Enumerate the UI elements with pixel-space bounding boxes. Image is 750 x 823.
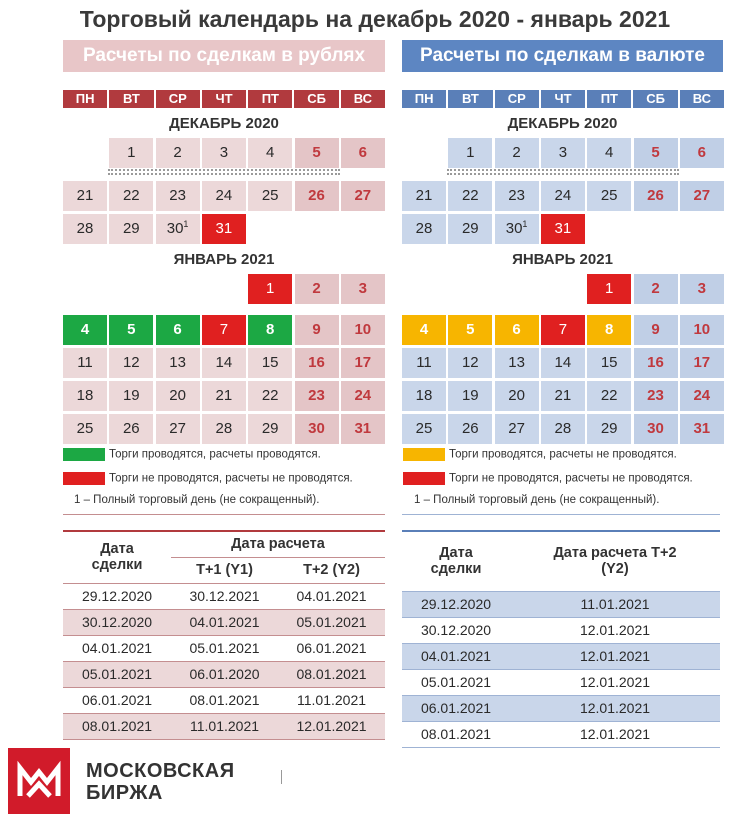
calendar-day: 8 xyxy=(587,315,631,345)
fx-banner: Расчеты по сделкам в валюте xyxy=(402,40,723,72)
table-cell: 30.12.2020 xyxy=(63,609,171,635)
calendar-day: 2 xyxy=(634,274,678,304)
calendar-day: 28 xyxy=(402,214,446,244)
page-title: Торговый календарь на декабрь 2020 - январь 2021 xyxy=(79,6,671,32)
fx-december-title: ДЕКАБРЬ 2020 xyxy=(507,115,618,132)
calendar-day: 19 xyxy=(109,381,153,411)
table-row xyxy=(402,591,720,617)
table-cell: 05.01.2021 xyxy=(63,661,171,687)
legend-text: Торги не проводятся, расчеты не проводятся. xyxy=(449,472,693,485)
table-cell: 11.01.2021 xyxy=(171,713,278,739)
divider xyxy=(281,770,282,784)
weekday-wed: СР xyxy=(156,90,200,108)
weekday-fri: ПТ xyxy=(587,90,631,108)
calendar-day: 28 xyxy=(202,414,246,444)
table-cell: 04.01.2021 xyxy=(171,609,278,635)
calendar-day: 4 xyxy=(402,315,446,345)
footnote-mark: 1 xyxy=(522,219,528,229)
fx-legend-red xyxy=(403,472,693,485)
table-cell: 05.01.2021 xyxy=(402,669,510,695)
calendar-day: 28 xyxy=(63,214,107,244)
weekday-mon: ПН xyxy=(63,90,107,108)
calendar-day: 26 xyxy=(448,414,492,444)
calendar-day: 12 xyxy=(109,348,153,378)
calendar-day: 29 xyxy=(448,214,492,244)
calendar-day: 2 xyxy=(295,274,339,304)
moex-logo-icon xyxy=(8,748,70,814)
calendar-day: 14 xyxy=(541,348,585,378)
table-row xyxy=(402,669,720,695)
table-cell: 05.01.2021 xyxy=(278,609,385,635)
table-row xyxy=(63,609,385,635)
fx-weekday-header xyxy=(402,90,724,108)
weekday-fri: ПТ xyxy=(248,90,292,108)
red-swatch xyxy=(403,472,445,485)
calendar-day: 6 xyxy=(680,138,724,168)
calendar-day: 5 xyxy=(634,138,678,168)
weekday-thu: ЧТ xyxy=(202,90,246,108)
calendar-day: 30 xyxy=(295,414,339,444)
calendar-day: 5 xyxy=(295,138,339,168)
calendar-day: 21 xyxy=(402,181,446,211)
calendar-day: 25 xyxy=(63,414,107,444)
calendar-day: 4 xyxy=(587,138,631,168)
weekday-tue: ВТ xyxy=(448,90,492,108)
calendar-day: 22 xyxy=(448,181,492,211)
calendar-day: 4 xyxy=(63,315,107,345)
calendar-day: 6 xyxy=(341,138,385,168)
calendar-day: 1 xyxy=(587,274,631,304)
col-deal-date: Дата сделки xyxy=(63,531,171,583)
calendar-day: 19 xyxy=(448,381,492,411)
table-cell: 12.01.2021 xyxy=(510,669,720,695)
weekday-wed: СР xyxy=(495,90,539,108)
calendar-day: 20 xyxy=(156,381,200,411)
weekday-thu: ЧТ xyxy=(541,90,585,108)
calendar-day: 27 xyxy=(341,181,385,211)
calendar-day: 5 xyxy=(448,315,492,345)
col-settle-date: Дата расчета xyxy=(171,531,385,557)
table-cell: 05.01.2021 xyxy=(171,635,278,661)
table-cell: 12.01.2021 xyxy=(510,695,720,721)
calendar-day: 3 xyxy=(680,274,724,304)
table-cell: 08.01.2021 xyxy=(278,661,385,687)
calendar-day: 9 xyxy=(295,315,339,345)
table-row xyxy=(402,643,720,669)
table-cell: 11.01.2021 xyxy=(510,591,720,617)
calendar-day: 23 xyxy=(156,181,200,211)
table-row xyxy=(402,721,720,747)
calendar-day: $30^1$ xyxy=(156,214,200,244)
table-cell: 29.12.2020 xyxy=(63,583,171,609)
calendar-day: 31 xyxy=(680,414,724,444)
calendar-day: 24 xyxy=(680,381,724,411)
calendar-day: 29 xyxy=(248,414,292,444)
calendar-day: 24 xyxy=(541,181,585,211)
calendar-day: 27 xyxy=(495,414,539,444)
rub-legend-green xyxy=(63,448,321,461)
calendar-day: 5 xyxy=(109,315,153,345)
col-t2: T+2 (Y2) xyxy=(278,557,385,583)
table-cell: 30.12.2020 xyxy=(402,617,510,643)
rub-weekday-header xyxy=(63,90,385,108)
rub-settlement-table xyxy=(63,530,385,740)
weekday-sat: СБ xyxy=(294,90,338,108)
weekday-sat: СБ xyxy=(633,90,677,108)
calendar-day: 27 xyxy=(156,414,200,444)
table-cell: 06.01.2021 xyxy=(63,687,171,713)
rub-banner: Расчеты по сделкам в рублях xyxy=(63,40,385,72)
calendar-day: 17 xyxy=(680,348,724,378)
week-gap-separator xyxy=(108,169,340,175)
fx-settlement-table xyxy=(402,530,720,748)
calendar-day: 21 xyxy=(202,381,246,411)
rub-legend-red xyxy=(63,472,353,485)
table-row xyxy=(63,583,385,609)
table-cell: 08.01.2021 xyxy=(63,713,171,739)
table-row xyxy=(63,713,385,739)
rub-january-title: ЯНВАРЬ 2021 xyxy=(173,251,275,268)
calendar-day: 2 xyxy=(495,138,539,168)
calendar-day: 15 xyxy=(587,348,631,378)
table-cell: 06.01.2021 xyxy=(278,635,385,661)
calendar-day: 2 xyxy=(156,138,200,168)
week-gap-separator xyxy=(447,169,679,175)
table-cell: 12.01.2021 xyxy=(278,713,385,739)
table-cell: 12.01.2021 xyxy=(510,721,720,747)
table-cell: 12.01.2021 xyxy=(510,617,720,643)
calendar-day: 25 xyxy=(402,414,446,444)
gold-swatch xyxy=(403,448,445,461)
table-cell: 06.01.2021 xyxy=(402,695,510,721)
table-cell: 11.01.2021 xyxy=(278,687,385,713)
weekday-tue: ВТ xyxy=(109,90,153,108)
calendar-day: 12 xyxy=(448,348,492,378)
calendar-day: 3 xyxy=(341,274,385,304)
calendar-day: $30^1$ xyxy=(495,214,539,244)
table-row xyxy=(63,661,385,687)
calendar-day: 22 xyxy=(587,381,631,411)
col-settle-date: Дата расчета T+2 (Y2) xyxy=(510,531,720,591)
calendar-day: 1 xyxy=(448,138,492,168)
calendar-day: 7 xyxy=(202,315,246,345)
calendar-day: 16 xyxy=(295,348,339,378)
calendar-day: 6 xyxy=(495,315,539,345)
table-cell: 29.12.2020 xyxy=(402,591,510,617)
calendar-day: 24 xyxy=(341,381,385,411)
calendar-day: 26 xyxy=(634,181,678,211)
green-swatch xyxy=(63,448,105,461)
calendar-day: 25 xyxy=(587,181,631,211)
table-row xyxy=(63,687,385,713)
calendar-day: 1 xyxy=(109,138,153,168)
calendar-day: 31 xyxy=(341,414,385,444)
calendar-day: 13 xyxy=(495,348,539,378)
calendar-day: 18 xyxy=(63,381,107,411)
fx-legend-gold xyxy=(403,448,677,461)
rub-settlement-panel xyxy=(63,40,385,450)
table-cell: 12.01.2021 xyxy=(510,643,720,669)
table-cell: 04.01.2021 xyxy=(402,643,510,669)
fx-settlement-panel xyxy=(402,40,723,450)
weekday-mon: ПН xyxy=(402,90,446,108)
table-row xyxy=(63,635,385,661)
calendar-day: 9 xyxy=(634,315,678,345)
calendar-day: 26 xyxy=(295,181,339,211)
moex-logo-text: МОСКОВСКАЯ БИРЖА xyxy=(86,760,235,804)
calendar-day: 21 xyxy=(63,181,107,211)
weekday-sun: ВС xyxy=(341,90,385,108)
calendar-day: 13 xyxy=(156,348,200,378)
calendar-day: 22 xyxy=(109,181,153,211)
legend-text: Торги проводятся, расчеты проводятся. xyxy=(109,448,321,461)
calendar-day: 22 xyxy=(248,381,292,411)
calendar-day: 1 xyxy=(248,274,292,304)
calendar-day: 11 xyxy=(63,348,107,378)
fx-january-title: ЯНВАРЬ 2021 xyxy=(512,251,613,268)
table-cell: 08.01.2021 xyxy=(171,687,278,713)
calendar-day: 23 xyxy=(634,381,678,411)
calendar-day: 3 xyxy=(541,138,585,168)
table-cell: 04.01.2021 xyxy=(63,635,171,661)
calendar-day: 21 xyxy=(541,381,585,411)
calendar-day: 7 xyxy=(541,315,585,345)
col-t1: T+1 (Y1) xyxy=(171,557,278,583)
calendar-day: 29 xyxy=(109,214,153,244)
table-cell: 08.01.2021 xyxy=(402,721,510,747)
calendar-day: 23 xyxy=(495,181,539,211)
calendar-day: 6 xyxy=(156,315,200,345)
legend-text: Торги проводятся, расчеты не проводятся. xyxy=(449,448,677,461)
table-row xyxy=(402,617,720,643)
calendar-day: 3 xyxy=(202,138,246,168)
footnote-mark: 1 xyxy=(183,219,189,229)
red-swatch xyxy=(63,472,105,485)
weekday-sun: ВС xyxy=(680,90,724,108)
calendar-day: 26 xyxy=(109,414,153,444)
calendar-day: 18 xyxy=(402,381,446,411)
calendar-day: 8 xyxy=(248,315,292,345)
calendar-day: 31 xyxy=(541,214,585,244)
calendar-day: 10 xyxy=(341,315,385,345)
table-cell: 06.01.2020 xyxy=(171,661,278,687)
divider xyxy=(63,514,385,515)
calendar-day: 10 xyxy=(680,315,724,345)
divider xyxy=(402,514,720,515)
calendar-day: 16 xyxy=(634,348,678,378)
calendar-day: 24 xyxy=(202,181,246,211)
fx-footnote: 1 – Полный торговый день (не сокращенный). xyxy=(414,494,660,506)
calendar-day: 27 xyxy=(680,181,724,211)
calendar-day: 25 xyxy=(248,181,292,211)
col-deal-date: Дата сделки xyxy=(402,531,510,591)
calendar-day: 4 xyxy=(248,138,292,168)
calendar-day: 30 xyxy=(634,414,678,444)
calendar-day: 23 xyxy=(295,381,339,411)
table-cell: 30.12.2021 xyxy=(171,583,278,609)
table-row xyxy=(402,695,720,721)
calendar-day: 14 xyxy=(202,348,246,378)
calendar-day: 17 xyxy=(341,348,385,378)
calendar-day: 31 xyxy=(202,214,246,244)
rub-december-title: ДЕКАБРЬ 2020 xyxy=(169,115,279,132)
calendar-day: 11 xyxy=(402,348,446,378)
calendar-day: 15 xyxy=(248,348,292,378)
rub-footnote: 1 – Полный торговый день (не сокращенный). xyxy=(74,494,320,506)
calendar-day: 28 xyxy=(541,414,585,444)
calendar-day: 29 xyxy=(587,414,631,444)
legend-text: Торги не проводятся, расчеты не проводятся. xyxy=(109,472,353,485)
calendar-day: 20 xyxy=(495,381,539,411)
table-cell: 04.01.2021 xyxy=(278,583,385,609)
